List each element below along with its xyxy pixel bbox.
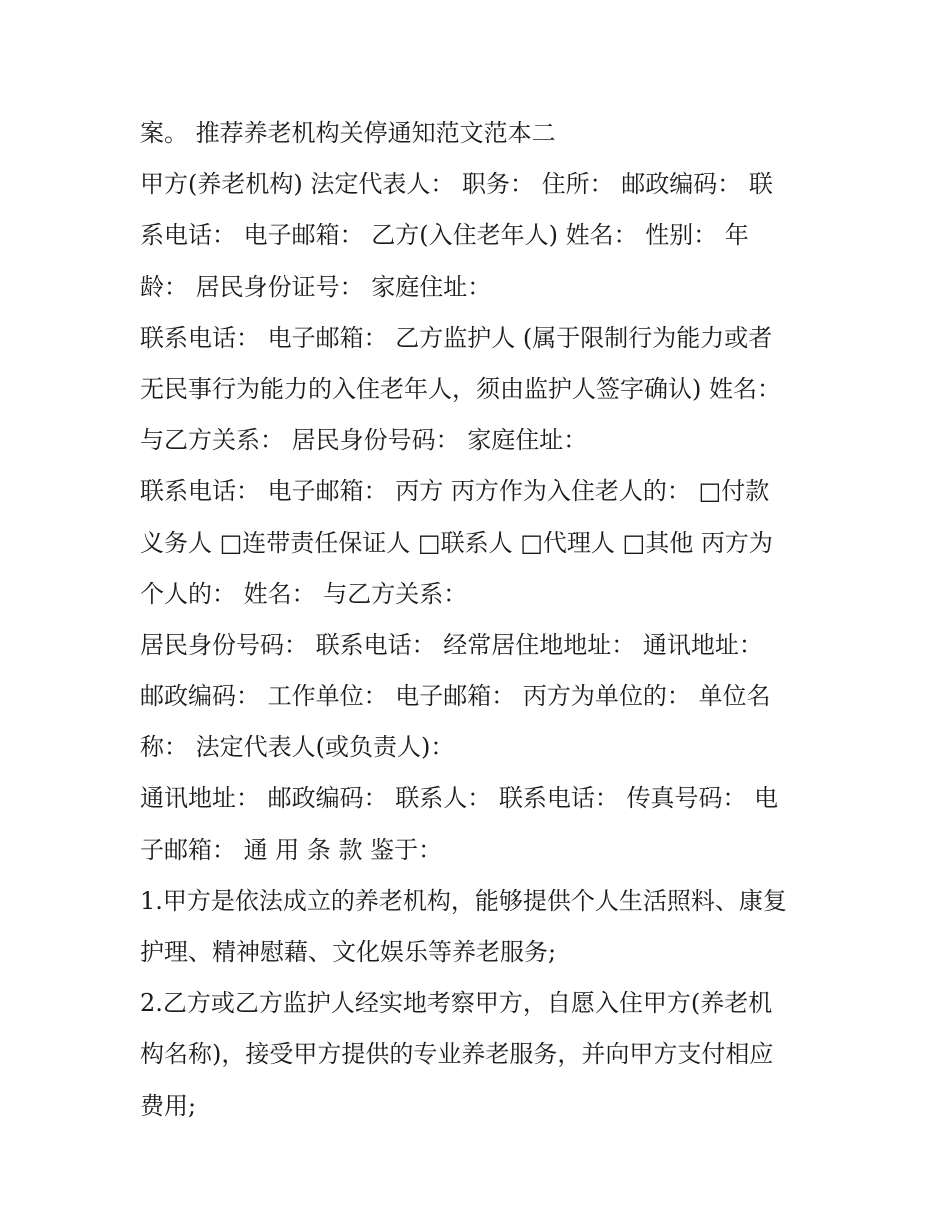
text-line: 费用; <box>140 1091 197 1120</box>
text-line: 与乙方关系： 居民身份号码： 家庭住址： <box>140 426 588 455</box>
text-line: 系电话： 电子邮箱： 乙方(入住老年人) 姓名： 性别： 年 <box>140 221 749 250</box>
text-line: 2.乙方或乙方监护人经实地考察甲方，自愿入住甲方(养老机 <box>140 989 773 1018</box>
text-line: 联系电话： 电子邮箱： 乙方监护人 (属于限制行为能力或者 <box>140 323 773 352</box>
text-line: 通讯地址： 邮政编码： 联系人： 联系电话： 传真号码： 电 <box>140 784 779 813</box>
text-line: 无民事行为能力的入住老年人，须由监护人签字确认) 姓名： <box>140 374 781 403</box>
text-line: 义务人 □连带责任保证人 □联系人 □代理人 □其他 丙方为 <box>140 528 773 557</box>
text-line: 邮政编码： 工作单位： 电子邮箱： 丙方为单位的： 单位名 <box>140 682 771 711</box>
text-line: 居民身份号码： 联系电话： 经常居住地地址： 通讯地址： <box>140 630 763 659</box>
text-line: 个人的： 姓名： 与乙方关系： <box>140 579 468 608</box>
text-line: 龄： 居民身份证号： 家庭住址： <box>140 272 492 301</box>
text-line: 称： 法定代表人(或负责人)： <box>140 733 455 762</box>
document-body <box>140 108 812 1132</box>
text-line: 案。 推荐养老机构关停通知范文范本二 <box>140 119 556 147</box>
text-line: 构名称)，接受甲方提供的专业养老服务，并向甲方支付相应 <box>140 1040 774 1069</box>
text-line: 联系电话： 电子邮箱： 丙方 丙方作为入住老人的： □付款 <box>140 477 770 506</box>
text-line: 1.甲方是依法成立的养老机构，能够提供个人生活照料、康复 <box>140 886 787 915</box>
text-line: 护理、精神慰藉、文化娱乐等养老服务; <box>140 938 557 966</box>
text-line: 甲方(养老机构) 法定代表人： 职务： 住所： 邮政编码： 联 <box>140 170 773 199</box>
text-line: 子邮箱： 通 用 条 款 鉴于： <box>140 835 443 864</box>
